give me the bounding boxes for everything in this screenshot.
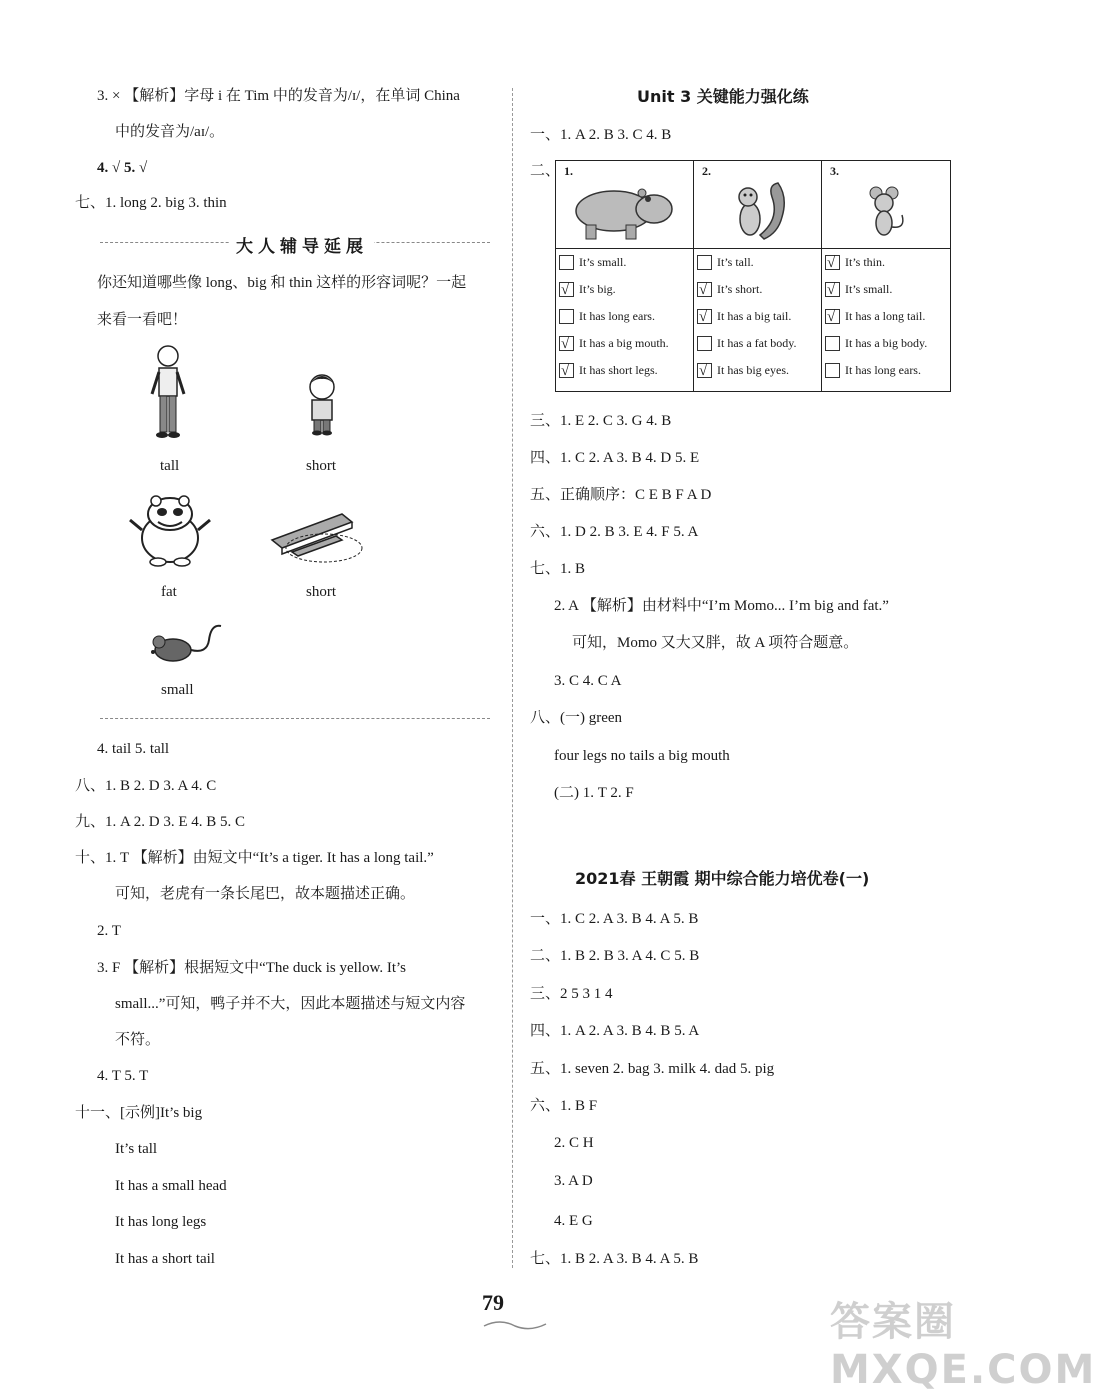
answer-line: 4. tail 5. tall [97,741,170,757]
choice-option[interactable] [694,276,821,303]
check-mark-icon: √ [827,309,836,325]
choice-option-label: It has short legs. [579,363,658,377]
answer-line: 一、1. C 2. A 3. B 4. A 5. B [530,911,699,927]
caption-short: short [306,584,336,600]
answer-line: 三、2 5 3 1 4 [530,986,613,1002]
answer-line: 五、1. seven 2. bag 3. milk 4. dad 5. pig [530,1061,775,1077]
answer-line: 六、1. B F [530,1098,598,1114]
answer-line: four legs no tails a big mouth [554,748,730,764]
check-mark-icon: √ [699,282,708,298]
choice-option-label: It’s big. [579,282,616,296]
choice-option[interactable] [556,357,693,384]
check-mark-icon: √ [561,336,570,352]
checkbox[interactable] [697,363,712,378]
tall-boy-illustration [143,342,193,440]
answer-line: 十一、[示例]It’s big [75,1105,203,1121]
checkbox[interactable] [559,363,574,378]
checkbox[interactable] [825,282,840,297]
checkbox[interactable] [825,336,840,351]
choice-option[interactable] [694,249,821,276]
choice-option[interactable] [556,276,693,303]
caption-short: short [306,458,336,474]
answer-line: 4. √ 5. √ [97,160,148,176]
small-mouse-illustration [145,618,225,664]
checkbox[interactable] [697,309,712,324]
check-mark-icon: √ [827,282,836,298]
extension-question: 你还知道哪些像 long、big 和 thin 这样的形容词呢？一起 [97,275,467,291]
choice-option[interactable] [694,357,821,384]
answer-line: 一、1. A 2. B 3. C 4. B [530,127,672,143]
short-ruler-illustration [268,508,364,566]
answer-line: 八、1. B 2. D 3. A 4. C [75,778,217,794]
choice-option-label: It’s tall. [717,255,754,269]
choice-option-label: It has a big body. [845,336,928,350]
answer-line: 十、1. T 【解析】由短文中“It’s a tiger. It has a long tail.” [75,850,434,866]
answer-line: 七、1. B [530,561,586,577]
watermark [830,1290,1096,1393]
answer-line: 3. A D [554,1173,593,1189]
choice-option-label: It has a big mouth. [579,336,669,350]
choice-option-label: It has long ears. [845,363,921,377]
picture-choice-grid [555,160,951,392]
caption-tall: tall [160,458,180,474]
check-mark-icon: √ [561,282,570,298]
answer-line: It’s tall [115,1141,158,1157]
fat-monster-illustration [126,490,214,568]
grid-item-number: 2. [702,164,711,178]
exam-title: 2021春 王朝霞 期中综合能力培优卷(一) [575,869,870,888]
answer-line: It has long legs [115,1214,207,1230]
extension-question: 来看一看吧！ [97,312,188,328]
extension-title: 大人辅导延展 [230,232,374,257]
answer-line: 3. F 【解析】根据短文中“The duck is yellow. It’s [97,960,407,976]
watermark-text: 答案圈 MXQE.COM [830,1299,1096,1393]
answer-line: 九、1. A 2. D 3. E 4. B 5. C [75,814,246,830]
answer-line: 3. × 【解析】字母 i 在 Tim 中的发音为/ɪ/，在单词 China [97,88,460,104]
grid-picture-cell [822,161,951,249]
choice-option-label: It has big eyes. [717,363,789,377]
checkbox[interactable] [697,255,712,270]
answer-line: 三、1. E 2. C 3. G 4. B [530,413,672,429]
grid-item-number: 1. [564,164,573,178]
answer-line: 七、1. long 2. big 3. thin [75,195,227,211]
choice-option-label: It’s small. [845,282,893,296]
checkbox[interactable] [825,309,840,324]
choice-option[interactable] [822,357,950,384]
grid-options-cell [694,249,822,392]
answer-line: It has a small head [115,1178,227,1194]
checkbox[interactable] [825,255,840,270]
section-divider [100,718,490,719]
grid-options-cell [556,249,694,392]
choice-option-label: It has a fat body. [717,336,797,350]
grid-options-cell [822,249,951,392]
squirrel-illustration [694,179,814,243]
answer-line: It has a short tail [115,1251,215,1267]
checkbox[interactable] [559,336,574,351]
choice-option-label: It has a big tail. [717,309,792,323]
grid-picture-cell [556,161,694,249]
choice-option[interactable] [822,303,950,330]
caption-fat: fat [161,584,177,600]
mouse-illustration [822,179,942,243]
answer-line: 3. C 4. C A [554,673,622,689]
caption-small: small [161,682,194,698]
answer-line: 不符。 [115,1032,161,1048]
choice-option[interactable] [694,303,821,330]
checkbox[interactable] [697,336,712,351]
checkbox[interactable] [559,309,574,324]
check-mark-icon: √ [699,363,708,379]
grid-item-number: 3. [830,164,839,178]
answer-line: 可知，Momo 又大又胖，故 A 项符合题意。 [572,635,859,651]
answer-line: 四、1. C 2. A 3. B 4. D 5. E [530,450,700,466]
checkbox[interactable] [559,282,574,297]
answer-line: small...”可知，鸭子并不大，因此本题描述与短文内容 [115,996,466,1012]
answer-line: 4. E G [554,1213,593,1229]
answer-line: 七、1. B 2. A 3. B 4. A 5. B [530,1251,699,1267]
short-boy-illustration [302,372,342,436]
answer-line: 可知，老虎有一条长尾巴，故本题描述正确。 [115,886,416,902]
answer-line: 2. C H [554,1135,594,1151]
column-divider [512,88,513,1268]
checkbox[interactable] [559,255,574,270]
check-mark-icon: √ [699,309,708,325]
answer-line: 六、1. D 2. B 3. E 4. F 5. A [530,524,699,540]
answer-line: 四、1. A 2. A 3. B 4. B 5. A [530,1023,700,1039]
grid-picture-cell [694,161,822,249]
choice-option-label: It’s thin. [845,255,886,269]
answer-line: 中的发音为/aɪ/。 [115,124,225,140]
answer-line: 二、 [530,163,561,179]
choice-option-label: It has long ears. [579,309,655,323]
answer-line: 2. A 【解析】由材料中“I’m Momo... I’m big and fat.” [554,598,889,614]
hippo-illustration [556,179,686,243]
choice-option[interactable] [822,276,950,303]
choice-option[interactable] [556,249,693,276]
answer-line: 2. T [97,923,121,939]
choice-option-label: It’s short. [717,282,763,296]
checkbox[interactable] [697,282,712,297]
choice-option[interactable] [556,303,693,330]
choice-option-label: It has a long tail. [845,309,926,323]
choice-option[interactable] [822,330,950,357]
answer-line: 八、(一) green [530,710,623,726]
page-ornament-icon [480,1318,550,1332]
check-mark-icon: √ [561,363,570,379]
answer-line: (二) 1. T 2. F [554,785,634,801]
choice-option[interactable] [822,249,950,276]
answer-line: 4. T 5. T [97,1068,149,1084]
choice-option[interactable] [694,330,821,357]
answer-line: 五、正确顺序：C E B F A D [530,487,712,503]
page-number: 79 [482,1290,504,1315]
answer-line: 二、1. B 2. B 3. A 4. C 5. B [530,948,700,964]
check-mark-icon: √ [827,255,836,271]
choice-option[interactable] [556,330,693,357]
checkbox[interactable] [825,363,840,378]
choice-option-label: It’s small. [579,255,627,269]
unit-title: Unit 3 关键能力强化练 [637,87,809,106]
